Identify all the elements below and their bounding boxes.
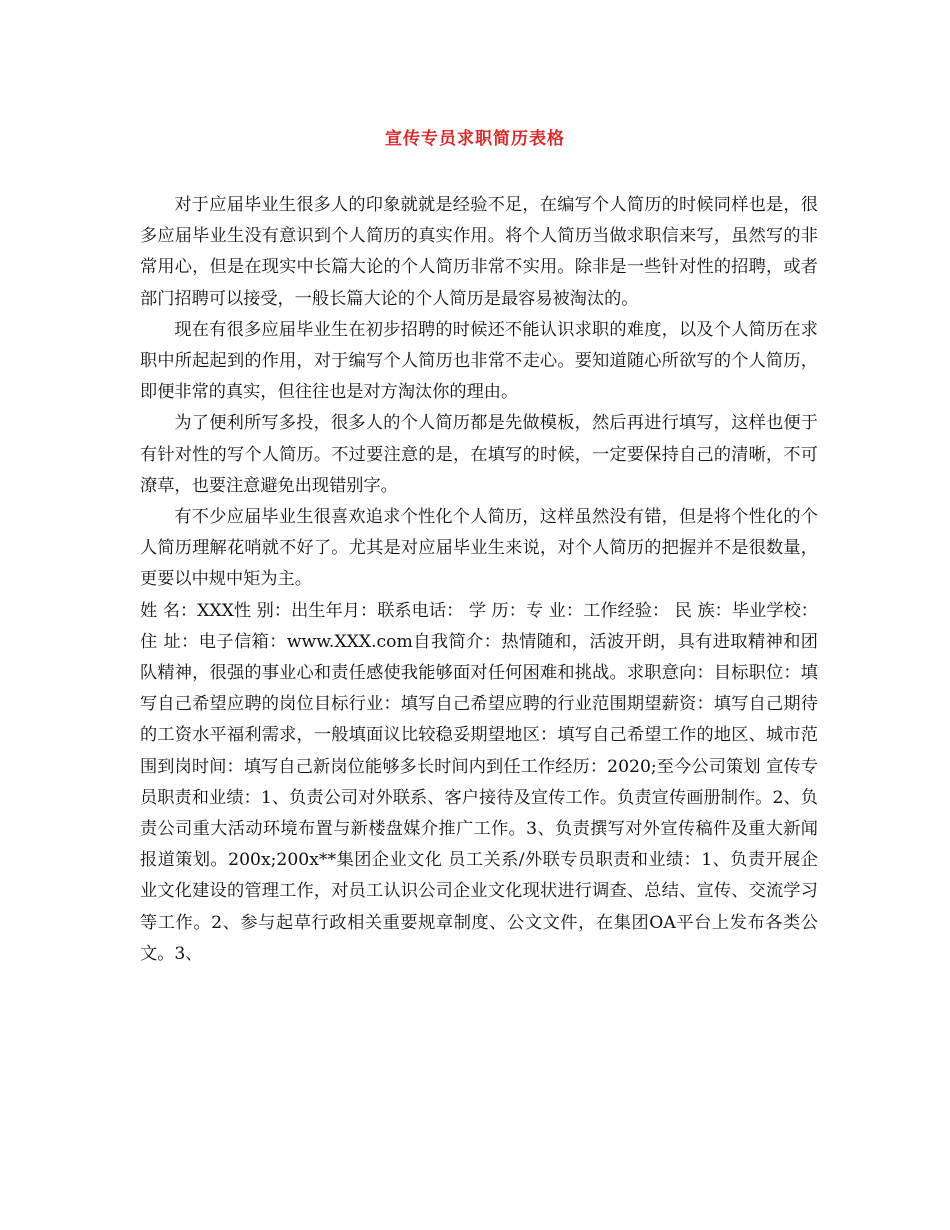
document-body (140, 190, 818, 970)
paragraph-experience: 对于应届毕业生很多人的印象就就是经验不足，在编写个人简历的时候同样也是，很多应届毕业生没有意识到个人简历的真实作用。将个人简历当做求职信来写，虽然写的非常用心，但是在现实中长篇大论的个人简历非常不实用。除非是一些针对性的招聘，或者部门招聘可以接受，一般长篇大论的个人简历是最容易被淘汰的。 (140, 195, 818, 309)
paragraph-template: 为了便利所写多投，很多人的个人简历都是先做模板，然后再进行填写，这样也便于有针对性的写个人简历。不过要注意的是，在填写的时候，一定要保持自己的清晰，不可潦草，也要注意避免出现错别字。 (140, 413, 818, 496)
paragraph-personalized: 有不少应届毕业生很喜欢追求个性化个人简历，这样虽然没有错，但是将个性化的个人简历理解花哨就不好了。尤其是对应届毕业生来说，对个人简历的把握并不是很数量，更要以中规中矩为主。 (140, 507, 818, 590)
resume-details: 姓 名：XXX性 别：出生年月：联系电话： 学 历：专 业：工作经验： 民 族：毕业学校：住 址：电子信箱：www.XXX.com自我简介：热情随和，活波开朗，具有进取精神和团队精神，很强的事业心和责任感使我能够面对任何困难和挑战。求职意向：目标职位：填写自己希望应聘的岗位目标行业：填写自己希望应聘的行业范围期望薪资：填写自己期待的工资水平福利需求，一般填面议比较稳妥期望地区：填写自己希望工作的地区、城市范围到岗时间：填写自己新岗位能够多长时间内到任工作经历：2020;至今公司策划 宣传专员职责和业绩：1、负责公司对外联系、客户接待及宣传工作。负责宣传画册制作。2、负责公司重大活动环境布置与新楼盘媒介推广工作。3、负责撰写对外宣传稿件及重大新闻报道策划。200x;200x**集团企业文化 员工关系/外联专员职责和业绩：1、负责开展企业文化建设的管理工作，对员工认识公司企业文化现状进行调查、总结、宣传、交流学习等工作。2、参与起草行政相关重要规章制度、公文文件，在集团OA平台上发布各类公文。3、 (140, 600, 818, 964)
document-title: 宣传专员求职简历表格 (385, 129, 565, 149)
paragraph-difficulty: 现在有很多应届毕业生在初步招聘的时候还不能认识求职的难度，以及个人简历在求职中所起起到的作用，对于编写个人简历也非常不走心。要知道随心所欲写的个人简历，即便非常的真实，但往往也是对方淘汰你的理由。 (140, 319, 818, 403)
